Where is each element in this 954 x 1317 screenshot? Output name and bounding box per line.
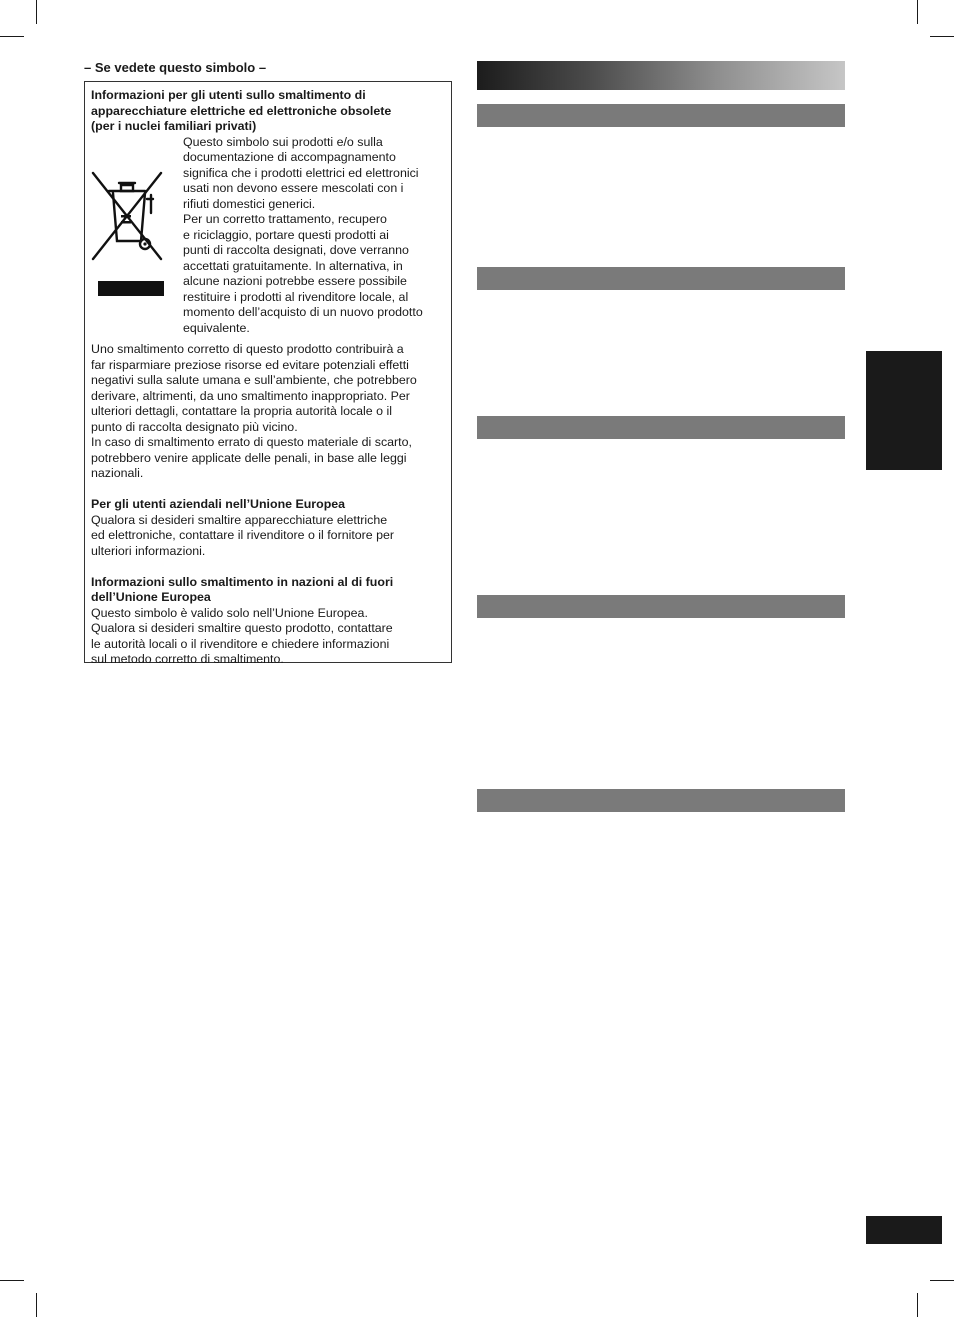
section-kicker: – Se vedete questo simbolo – [84,60,267,75]
body-line: derivare, altrimenti, da uno smaltimento inappropriato. Per [91,388,410,403]
business-heading: Per gli utenti aziendali nell’Unione Europea [91,497,346,511]
business-line: ed elettroniche, contattare il rivenditore o il fornitore per [91,528,395,542]
crop-mark [36,0,37,24]
symbol-text-line: rifiuti domestici generici. [183,196,316,211]
notice-title-line: (per i nuclei familiari privati) [91,119,257,133]
language-side-tab [866,351,942,470]
weee-black-bar [98,281,164,296]
crop-mark [917,1293,918,1317]
disposal-notice-box [84,81,452,666]
section-bar [477,416,845,439]
gradient-header-bar [477,61,845,90]
outside-line: sul metodo corretto di smaltimento. [91,652,284,666]
symbol-text-line: punti di raccolta designati, dove verranno [183,243,409,257]
page-number-tab [866,1216,942,1244]
section-bar [477,789,845,812]
crop-mark [930,36,954,37]
crop-mark [917,0,918,24]
symbol-text-line: restituire i prodotti al rivenditore locale, al [183,289,409,304]
symbol-text-line: equivalente. [183,320,250,335]
symbol-text-line: Questo simbolo sui prodotti e/o sulla [183,134,383,149]
symbol-description [183,135,445,337]
business-line: Qualora si desideri smaltire apparecchiature elettriche [91,512,388,527]
notice-title [91,88,445,135]
symbol-text-line: e riciclaggio, portare questi prodotti ai [183,227,389,242]
spacer [91,559,445,575]
symbol-text-line: momento dell’acquisto di un nuovo prodotto [183,305,423,319]
crop-mark [0,1280,24,1281]
spacer [91,482,445,498]
crop-mark [930,1280,954,1281]
outside-line: le autorità locali o il rivenditore e chiedere informazioni [91,636,390,651]
business-line: ulteriori informazioni. [91,543,206,558]
notice-title-line: Informazioni per gli utenti sullo smaltimento di [91,88,366,102]
body-line: nazionali. [91,466,144,480]
business-section [91,497,445,559]
body-line: In caso di smaltimento errato di questo materiale di scarto, [91,435,412,449]
body-line: potrebbero venire applicate delle penali, in base alle leggi [91,450,407,465]
symbol-text-line: Per un corretto trattamento, recupero [183,212,387,226]
notice-title-line: apparecchiature elettriche ed elettroniche obsolete [91,103,392,118]
crop-mark [36,1293,37,1317]
symbol-text-line: alcune nazioni potrebbe essere possibile [183,274,407,288]
body-line: ulteriori dettagli, contattare la propria autorità locale o il [91,404,392,418]
body-line: Uno smaltimento corretto di questo prodotto contribuirà a [91,342,404,356]
symbol-text-line: usati non devono essere mescolati con i [183,181,404,195]
crossed-bin-icon [91,171,163,261]
symbol-text-line: accettati gratuitamente. In alternativa, in [183,258,403,273]
section-bar [477,104,845,127]
section-bar [477,267,845,290]
section-bar [477,595,845,618]
crop-mark [0,36,24,37]
symbol-text-line: documentazione di accompagnamento [183,150,396,164]
symbol-row [91,135,445,337]
outside-line: Qualora si desideri smaltire questo prodotto, contattare [91,621,393,635]
weee-symbol [91,135,183,321]
body-line: far risparmiare preziose risorse ed evitare potenziali effetti [91,357,409,372]
notice-body [91,342,445,482]
outside-line: Questo simbolo è valido solo nell’Unione Europea. [91,605,368,620]
body-line: negativi sulla salute umana e sull’ambiente, che potrebbero [91,373,417,387]
outside-heading-line: Informazioni sullo smaltimento in nazioni al di fuori [91,574,394,589]
body-line: punto di raccolta designato più vicino. [91,419,298,434]
symbol-text-line: significa che i prodotti elettrici ed elettronici [183,165,419,180]
outside-heading-line: dell’Unione Europea [91,590,211,604]
outside-eu-section [91,575,445,668]
